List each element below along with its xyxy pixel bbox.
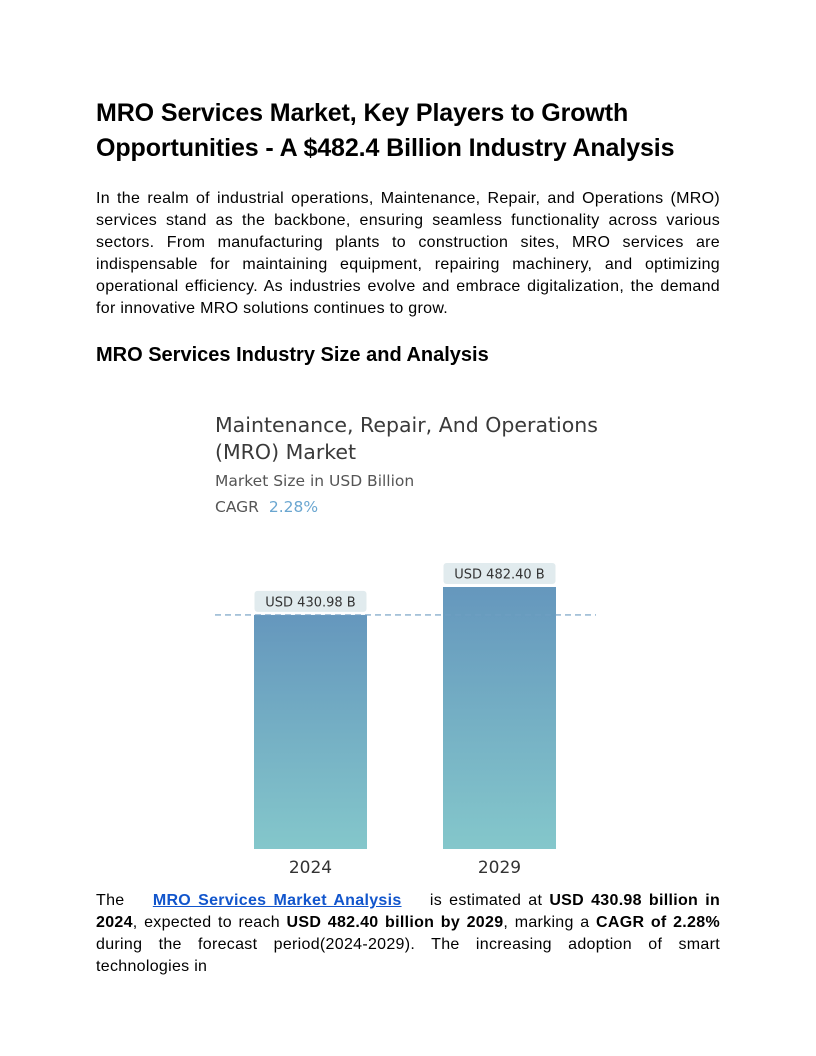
article-title: MRO Services Market, Key Players to Growth Opportunities - A $482.4 Billion Industry Analysis [96, 99, 675, 162]
closing-text-2: is estimated at [429, 892, 543, 909]
closing-bold-2029: USD 482.40 billion by 2029 [286, 914, 504, 931]
intro-paragraph: In the realm of industrial operations, Maintenance, Repair, and Operations (MRO) services stand as the backbone, ensuring seamless functionality across various sectors. From manufacturing plants to construction sites, MRO services are indispensable for maintaining equipment, repairing machinery, and optimizing operational efficiency. As industries evolve and embrace digitalization, the demand for innovative MRO solutions continues to grow. [96, 190, 720, 317]
chart-title-line2: (MRO) Market [215, 440, 357, 464]
closing-bold-cagr: CAGR of 2.28% [596, 914, 720, 931]
svg-text:CAGR 2.28% [215, 498, 318, 516]
closing-text-5: during the forecast period(2024-2029). The increasing adoption of smart technologies in [96, 936, 720, 975]
chart-cagr-label: CAGR [215, 498, 259, 516]
category-label-2029: 2029 [477, 858, 522, 878]
category-label-2024: 2024 [288, 858, 333, 878]
market-chart [200, 404, 610, 880]
closing-text-3: , expected to reach [132, 914, 280, 931]
bar-2024 [254, 615, 367, 849]
closing-text-4: , marking a [503, 914, 590, 931]
chart-title-line1: Maintenance, Repair, And Operations [215, 413, 598, 437]
market-chart-svg [200, 404, 610, 880]
market-analysis-link[interactable]: MRO Services Market Analysis [152, 892, 402, 909]
closing-bold-2024: USD 430.98 billion in 2024 [96, 892, 721, 931]
closing-text-1: The [96, 892, 125, 909]
section-heading: MRO Services Industry Size and Analysis [96, 344, 489, 366]
closing-paragraph [96, 890, 720, 978]
value-label-2029: USD 482.40 B [454, 567, 545, 583]
chart-marks [215, 563, 596, 878]
document-page [96, 96, 720, 369]
value-label-2024: USD 430.98 B [265, 595, 356, 611]
chart-cagr-value: 2.28% [268, 498, 319, 516]
chart-subtitle: Market Size in USD Billion [215, 472, 415, 490]
bar-2029 [443, 587, 556, 849]
